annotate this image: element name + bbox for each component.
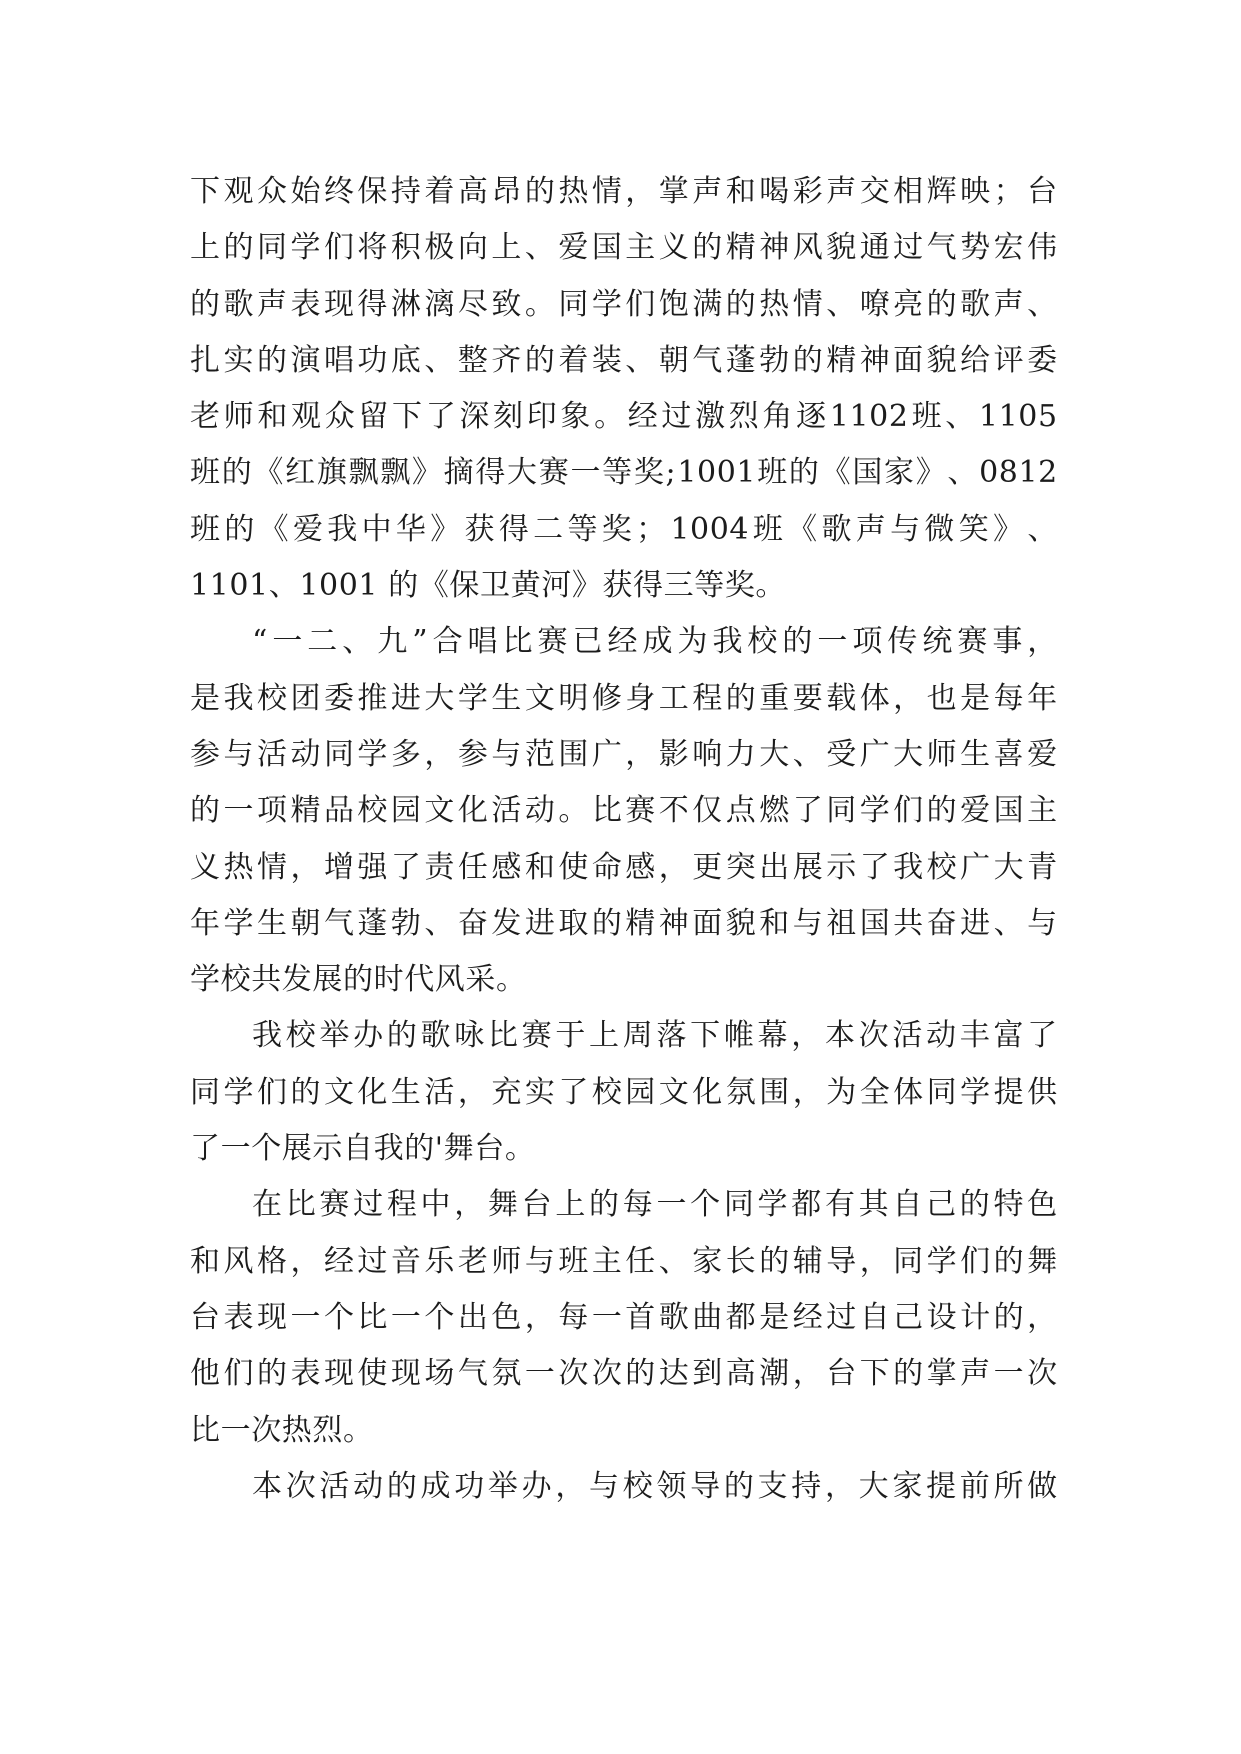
text-line: 同 学 们 的 文 化 生 活 ， 充 实 了 校 园 文 化 氛 围 ， 为 全 体 同 学 提 供	[190, 1074, 1058, 1110]
body-text	[190, 164, 1058, 1515]
text-line: 学校共发展的时代风采。	[190, 962, 527, 998]
text-line: 比一次热烈。	[190, 1412, 374, 1448]
text-line: “ 一 二 、 九 ” 合 唱 比 赛 已 经 成 为 我 校 的 一 项 传 统 赛 事 ，	[252, 624, 1058, 660]
text-line: 老 师 和 观 众 留 下 了 深 刻 印 象 。 经 过 激 烈 角 逐 1102 班 、 1105	[190, 399, 1058, 435]
text-line: 和 风 格 ， 经 过 音 乐 老 师 与 班 主 任 、 家 长 的 辅 导 ， 同 学 们 的 舞	[190, 1243, 1058, 1279]
text-line: 1101、1001 的《保卫黄河》获得三等奖。	[190, 568, 787, 604]
text-line: 参 与 活 动 同 学 多 ， 参 与 范 围 广 ， 影 响 力 大 、 受 广 大 师 生 喜 爱	[190, 736, 1058, 772]
text-line: 义 热 情 ， 增 强 了 责 任 感 和 使 命 感 ， 更 突 出 展 示 了 我 校 广 大 青	[190, 849, 1058, 885]
text-line: 他 们 的 表 现 使 现 场 气 氛 一 次 次 的 达 到 高 潮 ， 台 下 的 掌 声 一 次	[190, 1356, 1058, 1392]
text-line: 了一个展示自我的'舞台。	[190, 1131, 536, 1167]
text-line: 我 校 举 办 的 歌 咏 比 赛 于 上 周 落 下 帷 幕 ， 本 次 活 动 丰 富 了	[252, 1018, 1058, 1054]
text-line: 班 的 《 红 旗 飘 飘 》 摘 得 大 赛 一 等 奖 ; 1001 班 的 《 国 家 》 、 0812	[190, 455, 1058, 491]
text-line: 本 次 活 动 的 成 功 举 办 ， 与 校 领 导 的 支 持 ， 大 家 提 前 所 做	[252, 1468, 1058, 1504]
text-line: 台 表 现 一 个 比 一 个 出 色 ， 每 一 首 歌 曲 都 是 经 过 自 己 设 计 的 ，	[190, 1299, 1058, 1335]
text-line: 年 学 生 朝 气 蓬 勃 、 奋 发 进 取 的 精 神 面 貌 和 与 祖 国 共 奋 进 、 与	[190, 905, 1058, 941]
text-line: 在 比 赛 过 程 中 ， 舞 台 上 的 每 一 个 同 学 都 有 其 自 己 的 特 色	[252, 1187, 1058, 1223]
text-line: 上 的 同 学 们 将 积 极 向 上 、 爱 国 主 义 的 精 神 风 貌 通 过 气 势 宏 伟	[190, 230, 1058, 266]
text-line: 的 一 项 精 品 校 园 文 化 活 动 。 比 赛 不 仅 点 燃 了 同 学 们 的 爱 国 主	[190, 793, 1058, 829]
text-line: 的 歌 声 表 现 得 淋 漓 尽 致 。 同 学 们 饱 满 的 热 情 、 嘹 亮 的 歌 声 、	[190, 286, 1058, 322]
text-line: 扎 实 的 演 唱 功 底 、 整 齐 的 着 装 、 朝 气 蓬 勃 的 精 神 面 貌 给 评 委	[190, 342, 1058, 378]
text-line: 是 我 校 团 委 推 进 大 学 生 文 明 修 身 工 程 的 重 要 载 体 ， 也 是 每 年	[190, 680, 1058, 716]
text-line: 班 的 《 爱 我 中 华 》 获 得 二 等 奖 ； 1004 班 《 歌 声 与 微 笑 》 、	[190, 511, 1058, 547]
text-line: 下 观 众 始 终 保 持 着 高 昂 的 热 情 ， 掌 声 和 喝 彩 声 交 相 辉 映 ； 台	[190, 174, 1058, 209]
